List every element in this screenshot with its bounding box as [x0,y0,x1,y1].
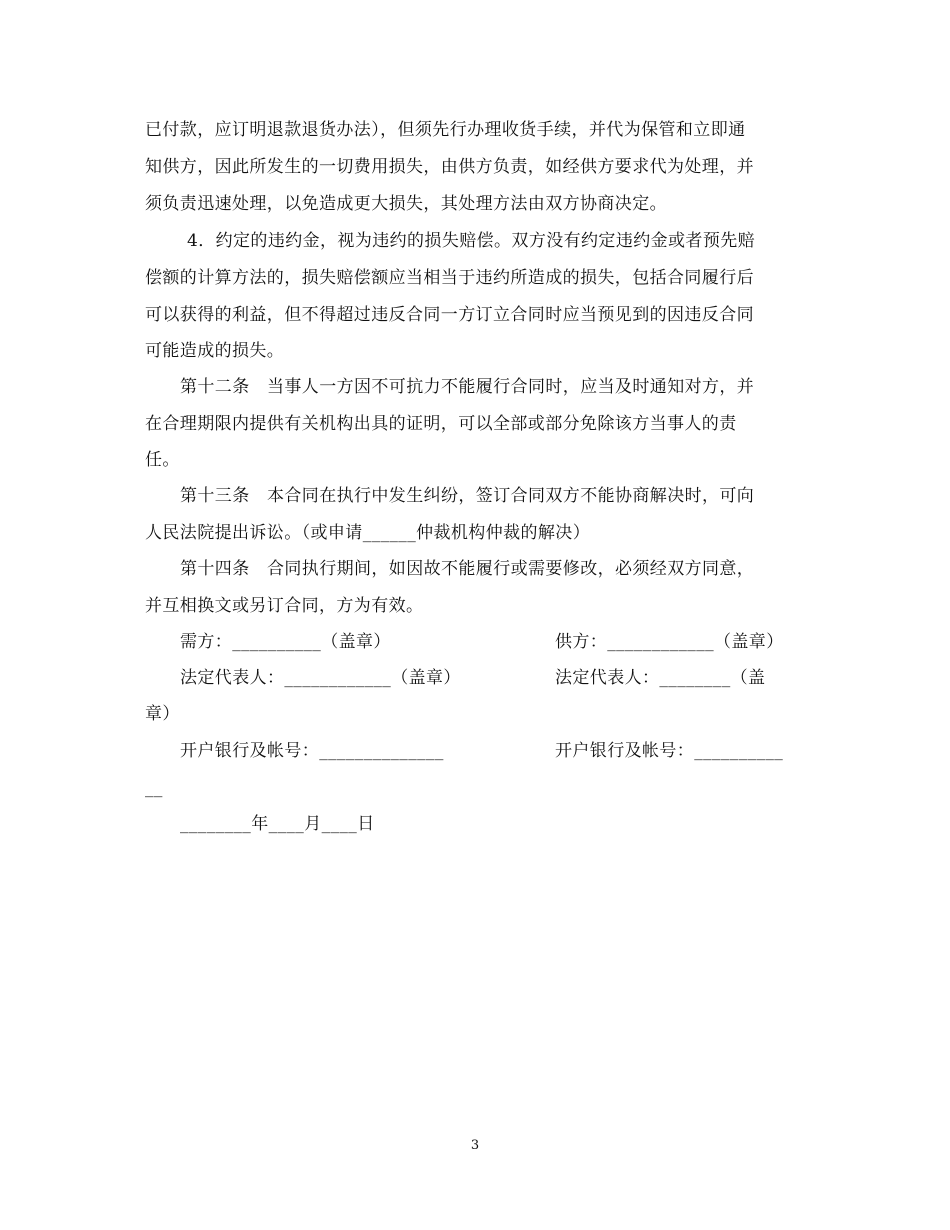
demand-representative-field: 法定代表人：____________（盖章） [180,668,461,688]
demand-party-field: 需方：__________（盖章） [180,632,391,652]
body-text-line: 已付款，应订明退款退货办法），但须先行办理收货手续，并代为保管和立即通 [145,120,746,140]
article-12-text: 第十二条 当事人一方因不可抗力不能履行合同时，应当及时通知对方，并 [180,377,755,397]
supply-bank-account-wrap: __ [145,778,163,798]
body-text-line: 人民法院提出诉讼。（或申请______仲裁机构仲裁的解决） [145,523,591,543]
body-text-line: 并互相换文或另订合同，方为有效。 [145,596,424,616]
signing-date-field: ________年____月____日 [180,814,375,834]
body-text-line: 可能造成的损失。 [145,341,285,361]
body-text-line: 知供方，因此所发生的一切费用损失，由供方负责，如经供方要求代为处理，并 [145,157,754,177]
supply-representative-wrap: 章） [145,704,180,724]
body-text-line: 可以获得的利益，但不得超过违反合同一方订立合同时应当预见到的因违反合同 [145,305,754,325]
page-number: 3 [470,1138,480,1153]
body-text-line: 在合理期限内提供有关机构出具的证明，可以全部或部分免除该方当事人的责 [145,414,737,434]
supply-bank-account-field: 开户银行及帐号：__________ [555,741,784,761]
demand-bank-account-field: 开户银行及帐号：______________ [180,741,444,761]
body-text-line: 任。 [145,450,180,470]
clause-4-text: 4．约定的违约金，视为违约的损失赔偿。双方没有约定违约金或者预先赔 [187,231,756,251]
body-text-line: 须负责迅速处理，以免造成更大损失，其处理方法由双方协商决定。 [145,194,667,214]
supply-party-field: 供方：____________（盖章） [555,632,784,652]
article-13-text: 第十三条 本合同在执行中发生纠纷，签订合同双方不能协商解决时，可向 [180,486,755,506]
body-text-line: 偿额的计算方法的，损失赔偿额应当相当于违约所造成的损失，包括合同履行后 [145,268,754,288]
supply-representative-field: 法定代表人：________（盖 [555,668,766,688]
article-14-text: 第十四条 合同执行期间，如因故不能履行或需要修改，必须经双方同意， [180,559,755,579]
